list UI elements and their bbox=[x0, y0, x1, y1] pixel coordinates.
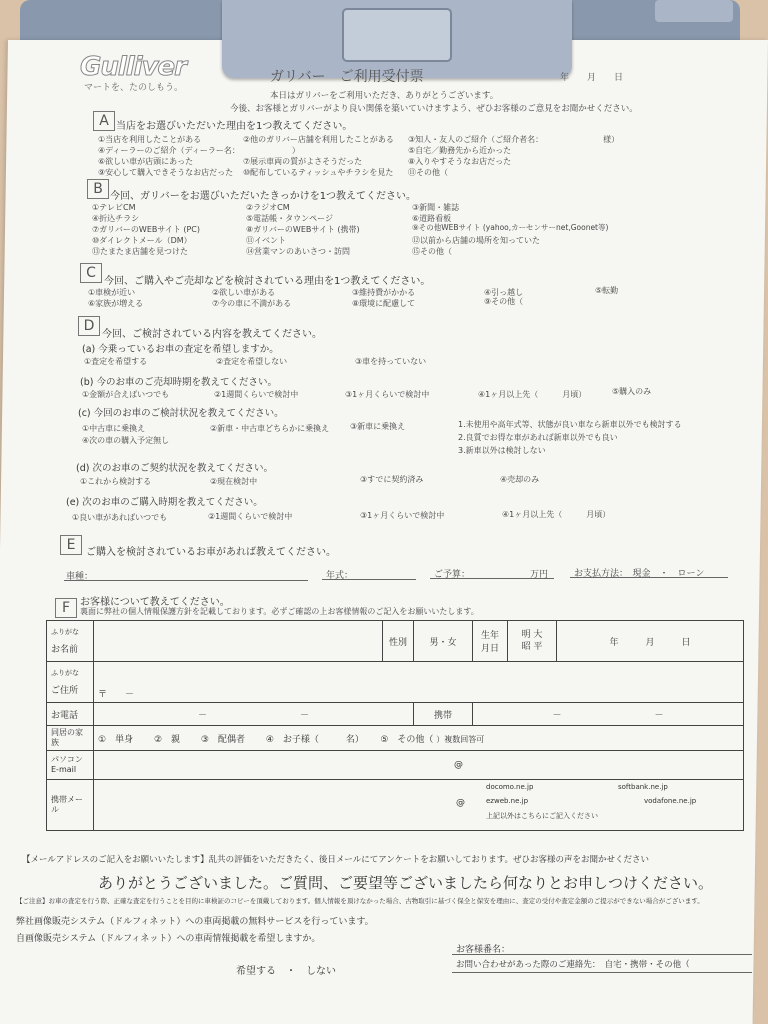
option[interactable]: ⑧ガリバーのWEBサイト (携帯) bbox=[246, 225, 360, 234]
mobile-label: 携帯 bbox=[414, 703, 473, 726]
gender-select[interactable]: 男・女 bbox=[414, 621, 473, 662]
option[interactable]: ⑤自宅／勤務先から近かった bbox=[408, 146, 512, 155]
payment-line bbox=[570, 577, 728, 578]
mobile-email-label: 携帯メール bbox=[47, 780, 94, 831]
contact-line bbox=[452, 972, 752, 973]
pc-email-label: パソコンE-mail bbox=[47, 751, 94, 780]
car-model-label: 車種： bbox=[66, 572, 94, 582]
other-carrier-note: 上記以外はこちらにご記入ください bbox=[486, 812, 598, 820]
option[interactable]: ⑤購入のみ bbox=[612, 387, 652, 396]
option[interactable]: 2.良質でお得な車があれば新車以外でも良い bbox=[458, 433, 618, 442]
family-options[interactable]: ① 単身 ② 親 ③ 配偶者 ④ お子様（ 名） ⑤ その他（ ）複数回答可 bbox=[94, 726, 744, 751]
section-e-letter: E bbox=[60, 535, 82, 555]
mobile-input[interactable]: － － bbox=[473, 703, 744, 726]
option[interactable]: ⑨安心して購入できそうなお店だった bbox=[98, 168, 234, 177]
option[interactable]: ⑧環境に配慮して bbox=[352, 299, 416, 308]
option[interactable]: ⑨その他（ bbox=[484, 297, 524, 306]
option[interactable]: ①車検が近い bbox=[88, 288, 136, 297]
furigana-label: ふりがな bbox=[51, 628, 79, 636]
date-field: 年 月 日 bbox=[560, 73, 624, 83]
caution-note: 【ご注意】お車の査定を行う際、正確な査定を行うことを目的に車検証のコピーを頂戴しております。個人情報を頂けなかった場合、古物取引に基づく保全と保安を理由に、査定の受付や査定金額のご提示ができない場合がございます。 bbox=[16, 897, 704, 905]
car-model-field[interactable] bbox=[64, 580, 308, 581]
budget-label: ご予算： bbox=[434, 570, 471, 580]
section-d-letter: D bbox=[78, 316, 100, 336]
section-c-question: 今回、ご購入やご売却などを検討されている理由を1つ教えてください。 bbox=[104, 276, 431, 287]
intro-text: 本日はガリバーをご利用いただき、ありがとうございます。 今後、お客様とガリバーがより良い関係を築いていけますよう、ぜひお客様のご意見をお聞かせください。 bbox=[230, 91, 638, 114]
carrier-ezweb[interactable]: ezweb.ne.jp bbox=[486, 797, 529, 805]
option[interactable]: ⑥道路看板 bbox=[412, 214, 452, 223]
carrier-vodafone[interactable]: vodafone.ne.jp bbox=[644, 797, 697, 805]
option[interactable]: ⑩ダイレクトメール（DM） bbox=[92, 236, 192, 245]
option[interactable]: ④1ヶ月以上先（ 月頃） bbox=[478, 390, 587, 399]
customer-info-table bbox=[46, 620, 744, 831]
option[interactable]: ②新車・中古車どちらかに乗換え bbox=[210, 424, 330, 433]
option[interactable]: ①これから検討する bbox=[80, 477, 152, 486]
option[interactable]: ③1ヶ月くらいで検討中 bbox=[360, 511, 445, 520]
listing-service-note: 弊社画像販売システム（ドルフィネット）への車両掲載の無料サービスを行っています。 bbox=[16, 917, 374, 927]
section-a-question: 当店をお選びいただいた理由を1つ教えてください。 bbox=[116, 121, 353, 132]
listing-question: 自画像販売システム（ドルフィネット）への車両情報掲載を希望しますか。 bbox=[16, 934, 321, 944]
question-e: (e) 次のお車のご購入時期を教えてください。 bbox=[66, 497, 263, 508]
contact-preference[interactable]: お問い合わせがあった際のご連絡先： 自宅・携帯・その他（ bbox=[456, 960, 690, 970]
option[interactable]: ③維持費がかかる bbox=[352, 288, 416, 297]
option[interactable]: ①査定を希望する bbox=[84, 357, 148, 366]
option[interactable]: ⑦ガリバーのWEBサイト (PC) bbox=[92, 225, 201, 234]
mobile-email-input[interactable]: @ docomo.ne.jp softbank.ne.jp ezweb.ne.jp vodafone.ne.jp 上記以外はこちらにご記入ください bbox=[94, 780, 744, 831]
option[interactable]: ①金額が合えばいつでも bbox=[82, 390, 170, 399]
option[interactable]: ④ディーラーのご紹介（ディーラー名： ） bbox=[98, 146, 300, 155]
option[interactable]: ⑤転勤 bbox=[595, 286, 619, 295]
name-input[interactable] bbox=[94, 621, 383, 662]
gender-label: 性別 bbox=[383, 621, 414, 662]
option[interactable]: ⑥家族が増える bbox=[88, 299, 144, 308]
option[interactable]: ②欲しい車がある bbox=[212, 288, 276, 297]
name-label: お名前 bbox=[51, 645, 79, 655]
address-label: ご住所 bbox=[51, 686, 79, 696]
address-furigana-label: ふりがな bbox=[51, 669, 79, 677]
clip-button bbox=[342, 8, 452, 62]
option[interactable]: ④折込チラシ bbox=[92, 214, 140, 223]
phone-input[interactable]: － － bbox=[94, 703, 414, 726]
option[interactable]: ⑧入りやすそうなお店だった bbox=[408, 157, 512, 166]
birth-date-input[interactable]: 年 月 日 bbox=[557, 621, 744, 662]
section-f-question: お客様について教えてください。 bbox=[80, 597, 230, 608]
option[interactable]: ③車を持っていない bbox=[355, 357, 427, 366]
option[interactable]: ②1週間くらいで検討中 bbox=[214, 390, 299, 399]
option[interactable]: ①当店を利用したことがある bbox=[98, 135, 202, 144]
option[interactable]: ①テレビCM bbox=[92, 203, 136, 212]
option[interactable]: ⑭営業マンのあいさつ・訪問 bbox=[246, 247, 350, 256]
option[interactable]: ⑦展示車両の質がよさそうだった bbox=[243, 157, 363, 166]
option[interactable]: ④売却のみ bbox=[500, 475, 540, 484]
tagline: マートを、たのしもう。 bbox=[84, 83, 184, 93]
option[interactable]: ③新車に乗換え bbox=[350, 422, 406, 431]
question-c: (c) 今回のお車のご検討状況を教えてください。 bbox=[78, 408, 284, 419]
mail-note: 【メールアドレスのご記入をお願いいたします】乱共の評価をいただきたく、後日メールにてアンケートをお願いしております。ぜひお客様の声をお聞かせください bbox=[22, 855, 650, 865]
option[interactable]: ②1週間くらいで検討中 bbox=[208, 512, 293, 521]
option[interactable]: ⑪イベント bbox=[246, 236, 286, 245]
question-a: (a) 今乗っているお車の査定を希望しますか。 bbox=[82, 344, 279, 355]
section-f-letter: F bbox=[55, 598, 77, 618]
postal-mark: 〒 － bbox=[98, 690, 135, 700]
question-d: (d) 次のお車のご契約状況を教えてください。 bbox=[76, 463, 273, 474]
option[interactable]: ②ラジオCM bbox=[246, 203, 290, 212]
pc-email-input[interactable]: @ bbox=[94, 751, 744, 780]
option[interactable]: ⑤電話帳・タウンページ bbox=[246, 214, 334, 223]
option[interactable]: ④1ヶ月以上先（ 月頃） bbox=[502, 510, 611, 519]
option[interactable]: ⑫以前から店舗の場所を知っていた bbox=[412, 236, 540, 245]
option[interactable]: ④引っ越し bbox=[484, 288, 524, 297]
privacy-note: 裏面に弊社の個人情報保護方針を記載しております。必ずご確認の上お客様情報のご記入をお願いいたします。 bbox=[80, 607, 479, 616]
carrier-docomo[interactable]: docomo.ne.jp bbox=[486, 783, 534, 791]
carrier-softbank[interactable]: softbank.ne.jp bbox=[618, 783, 668, 791]
option[interactable]: 3.新車以外は検討しない bbox=[458, 446, 546, 455]
clipboard-hook bbox=[655, 0, 733, 22]
option[interactable]: ①中古車に乗換え bbox=[82, 424, 146, 433]
brand-logo: Gulliver bbox=[80, 52, 186, 82]
budget-unit: 万円 bbox=[530, 570, 549, 580]
payment-method[interactable]: お支払方法： 現金 ・ ローン bbox=[574, 569, 705, 579]
section-c-letter: C bbox=[80, 263, 102, 283]
option[interactable]: ①良い車があればいつでも bbox=[72, 513, 168, 522]
birth-label: 生年月日 bbox=[473, 621, 508, 662]
budget-field[interactable] bbox=[430, 578, 554, 579]
year-field[interactable] bbox=[322, 579, 416, 580]
section-b-question: 今回、ガリバーをお選びいただいたきっかけを1つ教えてください。 bbox=[110, 191, 417, 202]
section-d-question: 今回、ご検討されている内容を教えてください。 bbox=[102, 329, 322, 340]
option[interactable]: ⑥欲しい車が店頭にあった bbox=[98, 157, 194, 166]
option[interactable]: ②他のガリバー店舗を利用したことがある bbox=[243, 135, 394, 144]
thanks-message: ありがとうございました。ご質問、ご要望等ございましたら何なりとお申しつけください。 bbox=[98, 874, 714, 892]
option[interactable]: ⑨その他WEBサイト (yahoo,カーセンサーnet,Goonet等) bbox=[412, 223, 609, 232]
option[interactable]: ③すでに契約済み bbox=[360, 475, 424, 484]
year-label: 年式： bbox=[326, 571, 354, 581]
era-select[interactable]: 明 大 昭 平 bbox=[508, 621, 557, 662]
phone-label: お電話 bbox=[47, 703, 94, 726]
option[interactable]: ⑬たまたま店舗を見つけた bbox=[92, 247, 188, 256]
option[interactable]: ③新聞・雑誌 bbox=[412, 203, 460, 212]
option[interactable]: ⑩配布しているティッシュやチラシを見た bbox=[243, 168, 394, 177]
option[interactable]: ⑪その他（ bbox=[408, 168, 448, 177]
option[interactable]: ④次の車の購入予定無し bbox=[82, 436, 170, 445]
staff-label: お客様番名： bbox=[456, 945, 511, 955]
form-title: ガリバー ご利用受付票 bbox=[270, 69, 424, 85]
option[interactable]: ③知人・友人のご紹介（ご紹介者名： 様） bbox=[408, 135, 620, 144]
address-input[interactable] bbox=[94, 662, 744, 703]
option[interactable]: ②査定を希望しない bbox=[216, 357, 288, 366]
option[interactable]: ⑮その他（ bbox=[412, 247, 452, 256]
option[interactable]: ②現在検討中 bbox=[210, 477, 258, 486]
option[interactable]: 1.未使用や高年式等、状態が良い車なら新車以外でも検討する bbox=[458, 420, 682, 429]
section-b-letter: B bbox=[87, 179, 109, 199]
option[interactable]: ⑦今の車に不満がある bbox=[212, 299, 292, 308]
section-e-question: ご購入を検討されているお車があれば教えてください。 bbox=[86, 547, 336, 558]
section-a-letter: A bbox=[93, 111, 115, 131]
staff-line bbox=[452, 954, 752, 955]
family-label: 同居の家族 bbox=[47, 726, 94, 751]
option[interactable]: ③1ヶ月くらいで検討中 bbox=[345, 390, 430, 399]
listing-choice[interactable]: 希望する ・ しない bbox=[236, 966, 336, 977]
question-b: (b) 今のお車のご売却時期を教えてください。 bbox=[80, 377, 277, 388]
